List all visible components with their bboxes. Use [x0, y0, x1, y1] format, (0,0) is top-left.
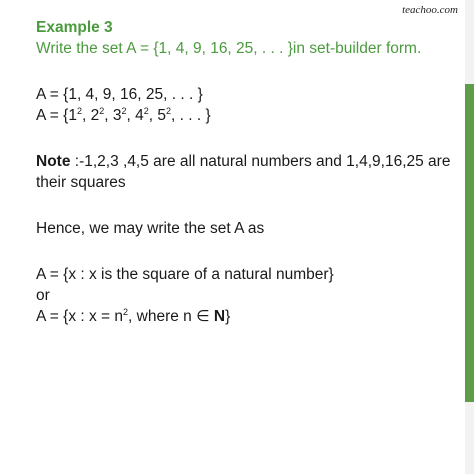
squares-suffix: , . . . } — [171, 107, 211, 124]
answer2-middle: , where n ∈ — [128, 308, 214, 325]
exponent: 2 — [143, 105, 149, 116]
natural-numbers-symbol: N — [213, 308, 226, 325]
square-base-3: 3 — [112, 107, 122, 124]
exponent: 2 — [166, 105, 172, 116]
set-squares-form: $A = \{1^2$, $2^2$, $3^2$, $4^2$, $5^2$, . . . } — [36, 105, 211, 124]
scrollbar-thumb[interactable] — [465, 84, 474, 402]
note-paragraph — [36, 151, 456, 193]
square-base-5: 5 — [157, 107, 167, 124]
set-roster-form: A = {1, 4, 9, 16, 25, . . . } — [36, 86, 203, 103]
squares-prefix: A = { — [36, 107, 69, 124]
exponent: 2 — [76, 105, 82, 116]
or-text: or — [36, 287, 50, 304]
answer-descriptive: A = {x : x is the square of a natural number} — [36, 266, 334, 283]
answer2-suffix: } — [225, 308, 231, 325]
answer-set-builder — [36, 306, 456, 327]
square-base-4: 4 — [135, 107, 144, 124]
example-title: Example 3 — [36, 19, 113, 36]
question-text: Write the set A = {1, 4, 9, 16, 25, . . . }in set-builder form. — [36, 40, 422, 57]
hence-text: Hence, we may write the set A as — [36, 220, 265, 237]
square-base-1: 1 — [68, 107, 77, 124]
brand-watermark: teachoo.com — [402, 4, 458, 16]
exponent: 2 — [121, 105, 127, 116]
note-text: :-1,2,3 ,4,5 are all natural numbers and 1,4,9,16,25 are their squares — [36, 153, 451, 191]
exponent: 2 — [99, 105, 105, 116]
exponent: 2 — [123, 306, 129, 317]
scrollbar-track[interactable] — [465, 0, 474, 474]
square-base-2: 2 — [90, 107, 100, 124]
slide-content — [36, 17, 456, 327]
note-label: Note — [36, 153, 71, 170]
answer2-prefix: A = {x : x = n — [36, 308, 124, 325]
